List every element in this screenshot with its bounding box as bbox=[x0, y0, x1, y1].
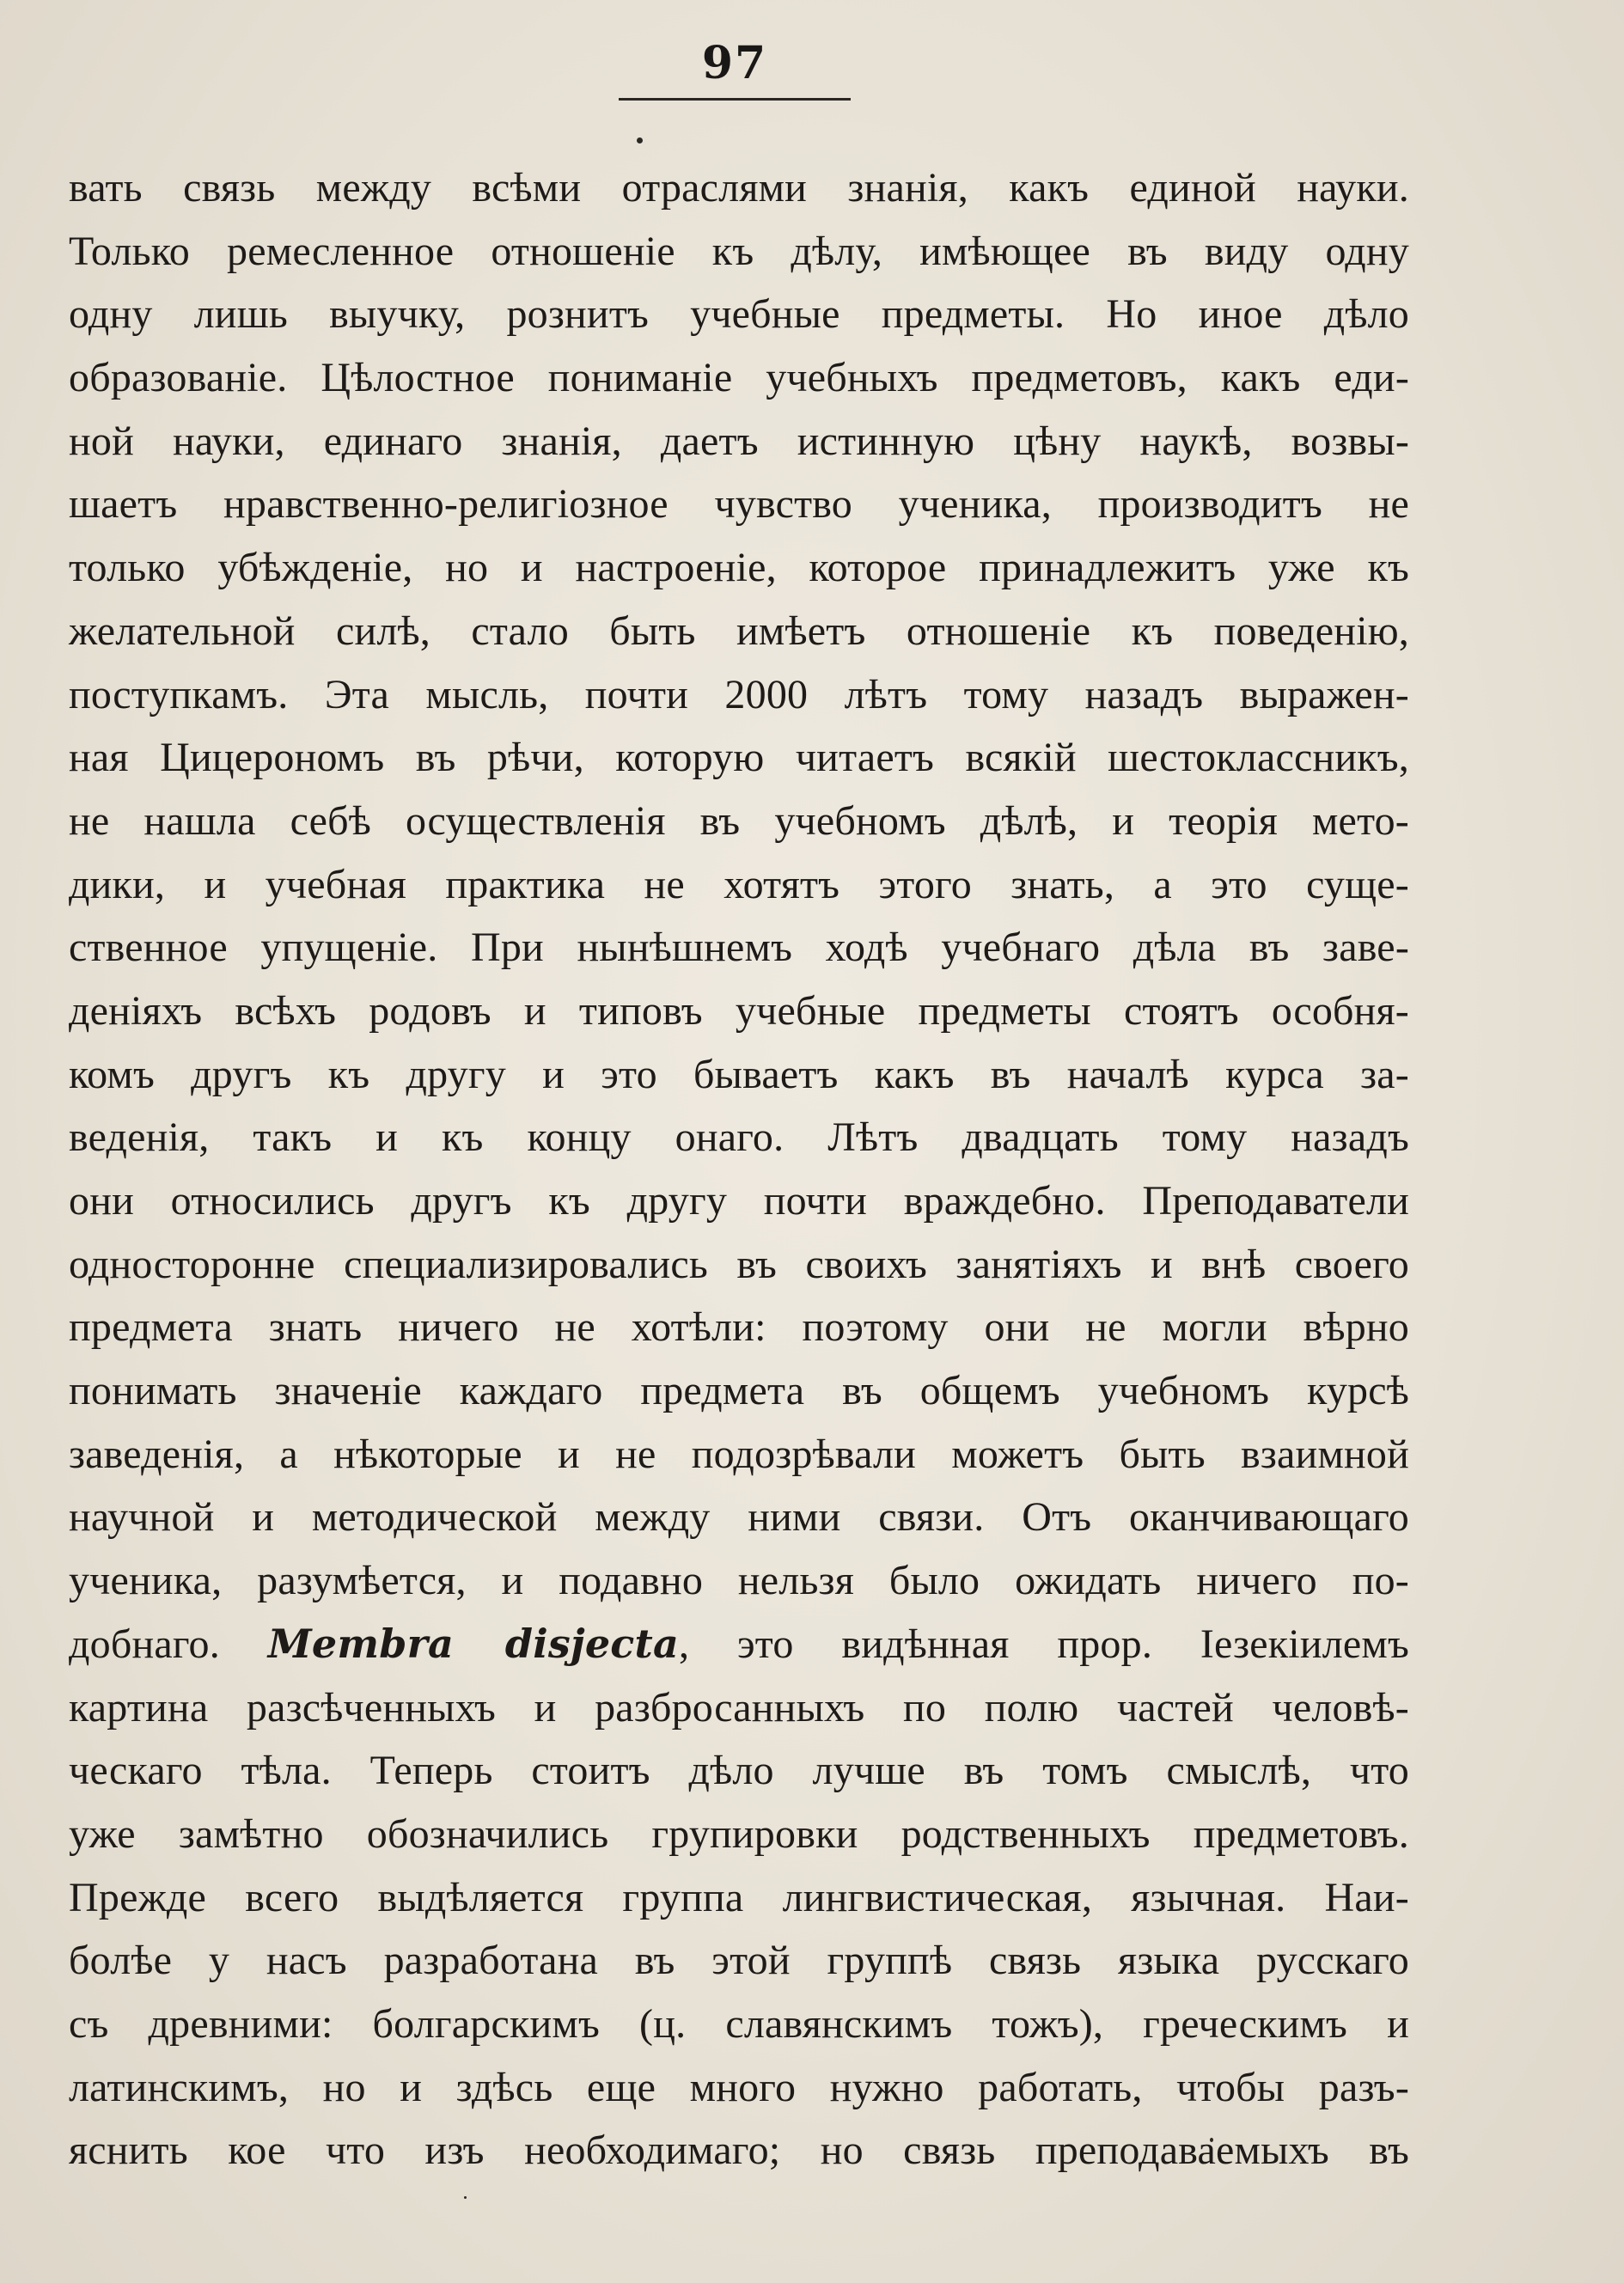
text-line: ческаго тѣла. Теперь стоитъ дѣло лучше въ томъ смыслѣ, что bbox=[69, 1748, 1409, 1794]
page-header bbox=[619, 33, 851, 95]
body-text bbox=[69, 156, 1409, 2182]
text-line: одну лишь выучку, рознитъ учебные предметы. Но иное дѣло bbox=[69, 291, 1409, 338]
text-line: картина разсѣченныхъ и разбросанныхъ по полю частей человѣ- bbox=[69, 1684, 1409, 1731]
header-rule bbox=[619, 98, 851, 101]
text-line: образованіе. Цѣлостное пониманіе учебныхъ предметовъ, какъ еди- bbox=[69, 355, 1409, 401]
latin-phrase: Membra disjecta bbox=[267, 1620, 679, 1667]
text-line: они относились другъ къ другу почти враждебно. Преподаватели bbox=[69, 1178, 1409, 1224]
text-line: ученика, разумѣется, и подавно нельзя было ожидать ничего по- bbox=[69, 1558, 1409, 1604]
text-line: только убѣжденіе, но и настроеніе, которое принадлежитъ уже къ bbox=[69, 545, 1409, 591]
text-line: съ древними: болгарскимъ (ц. славянскимъ тожъ), греческимъ и bbox=[69, 2000, 1409, 2047]
text-line: комъ другъ къ другу и это бываетъ какъ въ началѣ курса за- bbox=[69, 1051, 1409, 1097]
text-line: вать связь между всѣми отраслями знанія, какъ единой науки. bbox=[69, 165, 1409, 211]
text-line: ная Цицерономъ въ рѣчи, которую читаетъ всякій шестоклассникъ, bbox=[69, 735, 1409, 781]
text-line: веденія, такъ и къ концу онаго. Лѣтъ двадцать тому назадъ bbox=[69, 1114, 1409, 1161]
line-end: , это видѣнная прор. Іезекіилемъ bbox=[678, 1621, 1409, 1667]
text-line: заведенія, а нѣкоторые и не подозрѣвали можетъ быть взаимной bbox=[69, 1431, 1409, 1477]
text-line: ной науки, единаго знанія, даетъ истинную цѣну наукѣ, возвы- bbox=[69, 418, 1409, 464]
text-line: предмета знать ничего не хотѣли: поэтому они не могли вѣрно bbox=[69, 1304, 1409, 1351]
ink-speck bbox=[464, 2196, 467, 2199]
text-line: Только ремесленное отношеніе къ дѣлу, имѣющее въ виду одну bbox=[69, 228, 1409, 274]
text-line: не нашла себѣ осуществленія въ учебномъ дѣлѣ, и теорія мето- bbox=[69, 797, 1409, 844]
text-line: научной и методической между ними связи. Отъ оканчивающаго bbox=[69, 1494, 1409, 1541]
text-line: ственное упущеніе. При нынѣшнемъ ходѣ учебнаго дѣла въ заве- bbox=[69, 925, 1409, 971]
text-line: желательной силѣ, стало быть имѣетъ отношеніе къ поведенію, bbox=[69, 607, 1409, 654]
text-line: шаетъ нравственно-религіозное чувство ученика, производитъ не bbox=[69, 481, 1409, 528]
text-line: дики, и учебная практика не хотятъ этого знать, а это суще- bbox=[69, 861, 1409, 907]
text-line-with-latin-phrase bbox=[69, 1613, 1409, 1676]
page-number: 97 bbox=[701, 37, 768, 89]
text-line: Прежде всего выдѣляется группа лингвистическая, язычная. Наи- bbox=[69, 1874, 1409, 1920]
text-line: уже замѣтно обозначились групировки родственныхъ предметовъ. bbox=[69, 1810, 1409, 1857]
line-start: добнаго. bbox=[69, 1621, 268, 1667]
ink-speck bbox=[637, 137, 643, 143]
text-line: понимать значеніе каждаго предмета въ общемъ учебномъ курсѣ bbox=[69, 1368, 1409, 1414]
text-line: односторонне специализировались въ своихъ занятіяхъ и внѣ своего bbox=[69, 1241, 1409, 1287]
text-line: поступкамъ. Эта мысль, почти 2000 лѣтъ тому назадъ выражен- bbox=[69, 671, 1409, 717]
text-line: деніяхъ всѣхъ родовъ и типовъ учебные предметы стоятъ особня- bbox=[69, 987, 1409, 1034]
text-line: яснить кое что изъ необходимаго; но связь преподаваемыхъ въ bbox=[69, 2127, 1409, 2174]
text-line: латинскимъ, но и здѣсь еще много нужно работать, чтобы разъ- bbox=[69, 2064, 1409, 2110]
text-line: болѣе у насъ разработана въ этой группѣ связь языка русскаго bbox=[69, 1938, 1409, 1984]
